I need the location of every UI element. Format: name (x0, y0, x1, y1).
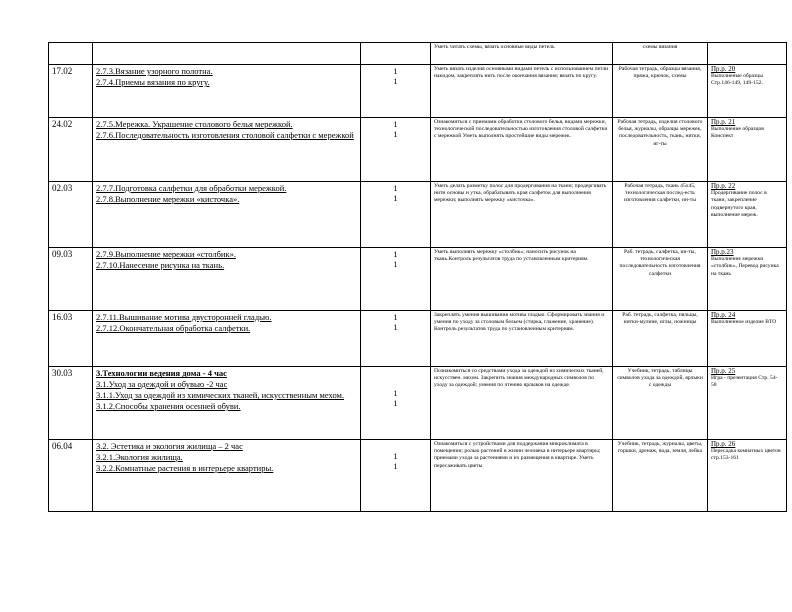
homework-ref: Пр.р. 26 (711, 440, 736, 448)
topic-line: 3.2.1.Экология жилища. (96, 452, 183, 462)
activity-description: Уметь делать разметку полос для продергивания на ткани; продергивать нити основы и утка, обрабатывать края салфеток для выполнения мережки; выполнять мережку «кисточка». (431, 182, 613, 248)
equipment-list: схемы вязания (613, 43, 708, 65)
hours-value: 1 (393, 129, 398, 139)
lesson-topic (93, 182, 361, 248)
hours-value (364, 378, 427, 388)
topic-line: 2.7.4.Приемы вязания по кругу. (96, 77, 210, 87)
lesson-hours (361, 367, 431, 440)
hours-value: 1 (393, 398, 398, 408)
activity-description: Ознакомиться с приемами обработки столового белья, видами мережки, технологической последовательностью изготовления столовой салфетки с мережкой Уметь выполнять простейшие виды мережек. (431, 118, 613, 182)
lesson-hours (361, 65, 431, 118)
table-row (49, 311, 787, 367)
lesson-hours (361, 118, 431, 182)
homework-ref: Пр.р. 24 (711, 311, 736, 319)
equipment-list: Рабочая тетрадь, образцы вязания, пряжа, крючок, схемы (613, 65, 708, 118)
homework-cell (708, 118, 787, 182)
lesson-date: 06.04 (49, 440, 93, 512)
equipment-list: Рабочая тетрадь, ткань 45х45, технологическая послед-есть изготовления салфетки, ин-ты (613, 182, 708, 248)
topic-line: 3.1.2.Способы хранения осенней обуви. (96, 401, 241, 411)
hours-value: 1 (393, 451, 398, 461)
table-row (49, 182, 787, 248)
topic-line: 2.7.10.Нанесение рисунка на ткань. (96, 260, 225, 270)
topic-line: 2.7.5.Мережка. Украшение столового белья мережкой. (96, 119, 293, 129)
equipment-list: Рабочая тетрадь, изделия столового белья, журналы, образцы мережек, последовательность, ткань, нитки, иг-ты (613, 118, 708, 182)
homework-text: Пересадка комнатных цветов стр.153-161 (711, 448, 781, 462)
topic-line: 3.2. Эстетика и экология жилища – 2 час (96, 441, 243, 451)
table-row (49, 248, 787, 311)
homework-cell (708, 440, 787, 512)
lesson-topic (93, 118, 361, 182)
homework-text: Выполнение мережки «столбик», Перевод рисунка на ткань (711, 256, 779, 277)
lesson-hours (361, 311, 431, 367)
lesson-date: 17.02 (49, 65, 93, 118)
hours-value: 1 (393, 119, 398, 129)
lesson-date: 09.03 (49, 248, 93, 311)
homework-cell (708, 311, 787, 367)
equipment-list: Учебник, тетрадь, журналы, цветы, горшки, дренаж, вода, земля, лейка (613, 440, 708, 512)
lesson-topic (93, 43, 361, 65)
homework-cell (708, 367, 787, 440)
homework-text: Продергивание полос в ткани, закрепление подвернутого края, выполнение мереж. (711, 190, 767, 218)
topic-line: 2.7.11.Вышивание мотива двусторонней гладью. (96, 312, 272, 322)
lesson-plan-body (49, 43, 787, 512)
hours-value: 1 (393, 388, 398, 398)
lesson-date (49, 43, 93, 65)
hours-value: 1 (393, 461, 398, 471)
hours-value: 1 (393, 66, 398, 76)
lesson-hours (361, 440, 431, 512)
homework-cell (708, 43, 787, 65)
homework-ref: Пр.р. 25 (711, 367, 736, 375)
homework-cell (708, 182, 787, 248)
equipment-list: Раб. тетрадь, салфетка, ин-ты, технологическая последовательность изготовления салфетки (613, 248, 708, 311)
equipment-list: Учебник, тетрадь, таблицы символов ухода за одеждой, ярлыки с одежды (613, 367, 708, 440)
lesson-topic (93, 440, 361, 512)
homework-ref: Пр.р. 22 (711, 182, 736, 190)
topic-line: 3.1.1.Уход за одеждой из химических тканей, искусственным мехом. (96, 390, 345, 400)
table-row (49, 65, 787, 118)
homework-ref: Пр.р. 20 (711, 65, 736, 73)
hours-value: 1 (393, 322, 398, 332)
hours-value: 1 (393, 76, 398, 86)
lesson-topic (93, 248, 361, 311)
lesson-hours (361, 182, 431, 248)
table-row (49, 118, 787, 182)
homework-text: Выполненное изделие ВТО (711, 319, 777, 326)
hours-value: 1 (393, 249, 398, 259)
activity-description: Ознакомиться с устройствами для поддержания микроклимата в помещении; ролью растений в жизни человека в интерьере квартиры; приемами ухода за растениями и их размещения в квартире. Уметь пересаживать цветы (431, 440, 613, 512)
lesson-topic (93, 367, 361, 440)
table-row (49, 367, 787, 440)
homework-cell (708, 248, 787, 311)
hours-value: 1 (393, 193, 398, 203)
topic-line: 3.Технологии ведения дома - 4 час (96, 368, 227, 378)
hours-value: 1 (393, 259, 398, 269)
lesson-date: 30.03 (49, 367, 93, 440)
topic-line: 3.2.2.Комнатные растения в интерьере квартиры. (96, 463, 274, 473)
hours-value: 1 (393, 183, 398, 193)
homework-ref: Пр.р.23 (711, 248, 734, 256)
hours-value: 1 (393, 312, 398, 322)
homework-cell (708, 65, 787, 118)
homework-text: Выполненые образцы Стр.146-149, 149-152. (711, 73, 763, 87)
topic-line: 2.7.3.Вязание узорного полотна. (96, 66, 213, 76)
table-row (49, 43, 787, 65)
lesson-date: 24.02 (49, 118, 93, 182)
topic-line: 2.7.12.Окончательная обработка салфетки. (96, 323, 251, 333)
lesson-hours (361, 43, 431, 65)
topic-line: 3.1.Уход за одеждой и обувью -2 час (96, 379, 228, 389)
activity-description: Уметь вязать изделия основными видами петель с использованием петли накидом, закреплять нить после окончания вязания; вязать по кругу. (431, 65, 613, 118)
lesson-plan-table (48, 42, 787, 512)
lesson-date: 02.03 (49, 182, 93, 248)
homework-text: Выполнение образцов Конспект (711, 126, 764, 140)
homework-text: Игра - презентация Стр. 54-58 (711, 375, 778, 389)
hours-value (364, 441, 427, 451)
hours-value (364, 368, 427, 378)
lesson-topic (93, 65, 361, 118)
homework-ref: Пр.р. 21 (711, 118, 736, 126)
topic-line: 2.7.9.Выполнение мережки «столбик». (96, 249, 236, 259)
equipment-list: Раб. тетрадь, салфетка, пяльцы, нитки-мулине, иглы, ножницы (613, 311, 708, 367)
topic-line: 2.7.7.Подготовка салфетки для обработки мережкой. (96, 183, 287, 193)
activity-description: Уметь читать схемы, вязать основные виды петель (431, 43, 613, 65)
lesson-date: 16.03 (49, 311, 93, 367)
topic-line: 2.7.8.Выполнение мережки «кисточка». (96, 194, 240, 204)
activity-description: Уметь выполнять мережку «столбик»; наносить рисунок на ткань.Контроль результатов труда по установленным критериям. (431, 248, 613, 311)
table-row (49, 440, 787, 512)
lesson-hours (361, 248, 431, 311)
activity-description: Познакомиться со средствами ухода за одеждой из химических тканей, искусствен. мехом. Закрепить знания международных символов по уходу за одеждой; умения по чтению ярлыков на одежде. (431, 367, 613, 440)
topic-line: 2.7.6.Последовательность изготовления столовой салфетки с мережкой (96, 130, 354, 140)
lesson-topic (93, 311, 361, 367)
activity-description: Закреплять умения вышивания мотива гладью. Сформировать знания и умения по уходу за столовым бельем (стирка, глажение, хранение). Контроль результатов труда по установленным критериям. (431, 311, 613, 367)
